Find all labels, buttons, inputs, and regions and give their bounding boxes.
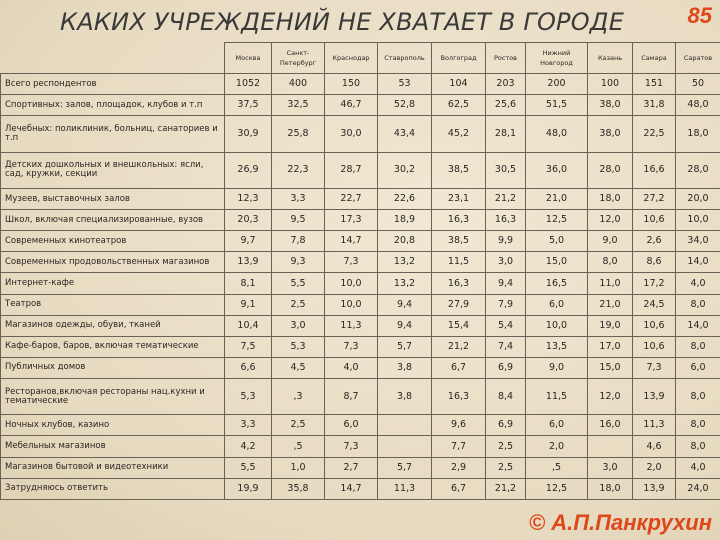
value-cell: 6,0	[526, 294, 588, 315]
value-cell: 27,9	[432, 294, 486, 315]
value-cell: 14,7	[325, 231, 378, 252]
value-cell: 400	[272, 74, 325, 95]
value-cell: 14,0	[676, 315, 720, 336]
value-cell: 2,6	[633, 231, 676, 252]
value-cell: 13,5	[526, 336, 588, 357]
value-cell: 8,4	[486, 378, 526, 414]
value-cell: 27,2	[633, 189, 676, 210]
value-cell: 21,2	[486, 478, 526, 499]
row-label: Ресторанов,включая рестораны нац.кухни и тематические	[1, 378, 225, 414]
value-cell: 20,3	[225, 210, 272, 231]
value-cell: 51,5	[526, 95, 588, 116]
value-cell: 7,9	[486, 294, 526, 315]
table-row	[1, 116, 720, 152]
value-cell: 19,0	[588, 315, 633, 336]
value-cell: 7,3	[325, 436, 378, 457]
value-cell: 28,1	[486, 116, 526, 152]
value-cell: 10,6	[633, 336, 676, 357]
value-cell: 16,3	[432, 378, 486, 414]
value-cell: 50	[676, 74, 720, 95]
value-cell: 10,0	[325, 273, 378, 294]
value-cell: 9,1	[225, 294, 272, 315]
value-cell: 9,3	[272, 252, 325, 273]
header-row	[1, 43, 720, 74]
value-cell: 36,0	[526, 152, 588, 188]
value-cell: 19,9	[225, 478, 272, 499]
value-cell: 3,0	[588, 457, 633, 478]
value-cell: 8,0	[588, 252, 633, 273]
row-label: Кафе-баров, баров, включая тематические	[1, 336, 225, 357]
value-cell: 2,5	[486, 457, 526, 478]
value-cell: 17,2	[633, 273, 676, 294]
row-label: Детских дошкольных и внешкольных: ясли, сад, кружки, секции	[1, 152, 225, 188]
row-label: Всего респондентов	[1, 74, 225, 95]
survey-table	[0, 42, 720, 500]
value-cell: 18,0	[676, 116, 720, 152]
table-row	[1, 315, 720, 336]
value-cell: 7,5	[225, 336, 272, 357]
value-cell: 203	[486, 74, 526, 95]
value-cell: 21,0	[526, 189, 588, 210]
value-cell: 48,0	[676, 95, 720, 116]
value-cell: 12,5	[526, 478, 588, 499]
value-cell: 9,4	[486, 273, 526, 294]
value-cell: 18,9	[378, 210, 432, 231]
value-cell: 46,7	[325, 95, 378, 116]
value-cell: 21,2	[432, 336, 486, 357]
value-cell: 37,5	[225, 95, 272, 116]
value-cell: 35,8	[272, 478, 325, 499]
copyright-notice: © А.П.Панкрухин	[528, 510, 712, 535]
value-cell: 12,5	[526, 210, 588, 231]
value-cell: 26,9	[225, 152, 272, 188]
value-cell: 17,3	[325, 210, 378, 231]
value-cell: 1052	[225, 74, 272, 95]
value-cell: 5,3	[272, 336, 325, 357]
value-cell: 30,5	[486, 152, 526, 188]
value-cell: 14,0	[676, 252, 720, 273]
value-cell: 17,0	[588, 336, 633, 357]
value-cell: 15,0	[526, 252, 588, 273]
value-cell: 3,8	[378, 378, 432, 414]
row-label: Театров	[1, 294, 225, 315]
value-cell: 8,0	[676, 436, 720, 457]
value-cell: 9,5	[272, 210, 325, 231]
value-cell: 24,5	[633, 294, 676, 315]
value-cell	[378, 415, 432, 436]
value-cell: 18,0	[588, 189, 633, 210]
value-cell: 16,3	[432, 273, 486, 294]
value-cell: 2,9	[432, 457, 486, 478]
value-cell: 5,5	[225, 457, 272, 478]
value-cell: 45,2	[432, 116, 486, 152]
city-header: Ростов	[486, 43, 526, 74]
row-label: Магазинов одежды, обуви, тканей	[1, 315, 225, 336]
value-cell: 22,7	[325, 189, 378, 210]
value-cell: 12,0	[588, 210, 633, 231]
row-label: Магазинов бытовой и видеотехники	[1, 457, 225, 478]
row-label: Спортивных: залов, площадок, клубов и т.п	[1, 95, 225, 116]
table-row	[1, 294, 720, 315]
value-cell: 16,3	[486, 210, 526, 231]
row-label: Музеев, выставочных залов	[1, 189, 225, 210]
value-cell: 2,0	[633, 457, 676, 478]
value-cell: 11,3	[325, 315, 378, 336]
value-cell: 38,5	[432, 152, 486, 188]
value-cell: 8,7	[325, 378, 378, 414]
value-cell: 22,5	[633, 116, 676, 152]
value-cell: 43,4	[378, 116, 432, 152]
table-row	[1, 436, 720, 457]
row-label: Современных продовольственных магазинов	[1, 252, 225, 273]
value-cell: ,3	[272, 378, 325, 414]
value-cell: 6,9	[486, 357, 526, 378]
value-cell: 21,2	[486, 189, 526, 210]
value-cell: 2,5	[272, 294, 325, 315]
value-cell: 5,3	[225, 378, 272, 414]
city-header: Ставрополь	[378, 43, 432, 74]
table-row	[1, 357, 720, 378]
row-label: Лечебных: поликлиник, больниц, санаториев и т.п	[1, 116, 225, 152]
value-cell: 5,5	[272, 273, 325, 294]
value-cell: 6,0	[325, 415, 378, 436]
value-cell: 13,9	[633, 478, 676, 499]
value-cell: 16,5	[526, 273, 588, 294]
value-cell: 28,0	[676, 152, 720, 188]
value-cell: 3,0	[272, 315, 325, 336]
value-cell: 38,0	[588, 95, 633, 116]
value-cell: 9,7	[225, 231, 272, 252]
value-cell: 4,6	[633, 436, 676, 457]
value-cell: 11,5	[432, 252, 486, 273]
value-cell: 24,0	[676, 478, 720, 499]
value-cell: 8,0	[676, 294, 720, 315]
table-row	[1, 231, 720, 252]
value-cell: 10,6	[633, 315, 676, 336]
value-cell: 3,3	[225, 415, 272, 436]
value-cell: 25,6	[486, 95, 526, 116]
value-cell: 8,6	[633, 252, 676, 273]
row-label: Школ, включая специализированные, вузов	[1, 210, 225, 231]
city-header: Санкт-Петербург	[272, 43, 325, 74]
value-cell: 9,4	[378, 294, 432, 315]
table-row	[1, 95, 720, 116]
value-cell: 16,6	[633, 152, 676, 188]
value-cell: 52,8	[378, 95, 432, 116]
table-row	[1, 189, 720, 210]
value-cell: 20,8	[378, 231, 432, 252]
row-label: Интернет-кафе	[1, 273, 225, 294]
value-cell: 4,2	[225, 436, 272, 457]
value-cell: 48,0	[526, 116, 588, 152]
value-cell: 151	[633, 74, 676, 95]
value-cell: 150	[325, 74, 378, 95]
value-cell: 1,0	[272, 457, 325, 478]
value-cell: 9,4	[378, 315, 432, 336]
value-cell: 13,2	[378, 252, 432, 273]
value-cell: 13,2	[378, 273, 432, 294]
value-cell: 3,0	[486, 252, 526, 273]
value-cell: 8,0	[676, 415, 720, 436]
table-row	[1, 152, 720, 188]
value-cell: 6,0	[676, 357, 720, 378]
value-cell: 2,7	[325, 457, 378, 478]
value-cell: 104	[432, 74, 486, 95]
city-header: Нижний Новгород	[526, 43, 588, 74]
value-cell: 30,9	[225, 116, 272, 152]
table-row	[1, 378, 720, 414]
value-cell: 38,5	[432, 231, 486, 252]
value-cell: 6,7	[432, 357, 486, 378]
value-cell: 31,8	[633, 95, 676, 116]
value-cell: 8,0	[676, 336, 720, 357]
table-row	[1, 415, 720, 436]
value-cell	[588, 436, 633, 457]
value-cell: 5,4	[486, 315, 526, 336]
table-row	[1, 210, 720, 231]
value-cell: 20,0	[676, 189, 720, 210]
table-row	[1, 478, 720, 499]
value-cell: ,5	[272, 436, 325, 457]
value-cell: 100	[588, 74, 633, 95]
value-cell: 2,0	[526, 436, 588, 457]
value-cell: 10,4	[225, 315, 272, 336]
city-header: Самара	[633, 43, 676, 74]
value-cell: 4,0	[676, 457, 720, 478]
value-cell: 15,0	[588, 357, 633, 378]
value-cell: 30,2	[378, 152, 432, 188]
value-cell: 4,5	[272, 357, 325, 378]
value-cell: 10,0	[325, 294, 378, 315]
value-cell: 8,1	[225, 273, 272, 294]
value-cell: 3,3	[272, 189, 325, 210]
header-corner-cell	[1, 43, 225, 74]
value-cell: 10,0	[526, 315, 588, 336]
row-label: Современных кинотеатров	[1, 231, 225, 252]
value-cell: 21,0	[588, 294, 633, 315]
value-cell: 9,9	[486, 231, 526, 252]
value-cell: 11,0	[588, 273, 633, 294]
value-cell: 4,0	[325, 357, 378, 378]
row-label: Ночных клубов, казино	[1, 415, 225, 436]
city-header: Волгоград	[432, 43, 486, 74]
table-row	[1, 336, 720, 357]
value-cell: 22,6	[378, 189, 432, 210]
value-cell: 34,0	[676, 231, 720, 252]
city-header: Москва	[225, 43, 272, 74]
row-label: Публичных домов	[1, 357, 225, 378]
value-cell: 13,9	[633, 378, 676, 414]
value-cell: 11,3	[378, 478, 432, 499]
value-cell: 14,7	[325, 478, 378, 499]
value-cell: 4,0	[676, 273, 720, 294]
value-cell: 15,4	[432, 315, 486, 336]
value-cell: 16,3	[432, 210, 486, 231]
value-cell: 32,5	[272, 95, 325, 116]
page-title: КАКИХ УЧРЕЖДЕНИЙ НЕ ХВАТАЕТ В ГОРОДЕ	[60, 8, 625, 36]
value-cell: 7,3	[633, 357, 676, 378]
value-cell: 7,4	[486, 336, 526, 357]
value-cell: 30,0	[325, 116, 378, 152]
value-cell: 11,5	[526, 378, 588, 414]
value-cell: 6,6	[225, 357, 272, 378]
row-label: Затрудняюсь ответить	[1, 478, 225, 499]
value-cell: 5,0	[526, 231, 588, 252]
value-cell: 5,7	[378, 457, 432, 478]
value-cell: 2,5	[272, 415, 325, 436]
value-cell: 16,0	[588, 415, 633, 436]
value-cell: 11,3	[633, 415, 676, 436]
value-cell: 62,5	[432, 95, 486, 116]
value-cell: 38,0	[588, 116, 633, 152]
value-cell: 9,0	[526, 357, 588, 378]
value-cell	[378, 436, 432, 457]
city-header: Казань	[588, 43, 633, 74]
value-cell: 2,5	[486, 436, 526, 457]
value-cell: 25,8	[272, 116, 325, 152]
value-cell: 8,0	[676, 378, 720, 414]
table-row	[1, 252, 720, 273]
value-cell: 6,7	[432, 478, 486, 499]
value-cell: 6,0	[526, 415, 588, 436]
value-cell: 12,3	[225, 189, 272, 210]
table-row	[1, 74, 720, 95]
value-cell: 7,3	[325, 336, 378, 357]
city-header: Краснодар	[325, 43, 378, 74]
value-cell: 28,7	[325, 152, 378, 188]
value-cell: ,5	[526, 457, 588, 478]
value-cell: 22,3	[272, 152, 325, 188]
value-cell: 5,7	[378, 336, 432, 357]
value-cell: 3,8	[378, 357, 432, 378]
value-cell: 9,6	[432, 415, 486, 436]
value-cell: 7,3	[325, 252, 378, 273]
value-cell: 200	[526, 74, 588, 95]
value-cell: 7,8	[272, 231, 325, 252]
value-cell: 23,1	[432, 189, 486, 210]
table-row	[1, 457, 720, 478]
value-cell: 10,6	[633, 210, 676, 231]
value-cell: 7,7	[432, 436, 486, 457]
value-cell: 9,0	[588, 231, 633, 252]
value-cell: 12,0	[588, 378, 633, 414]
survey-table-container	[0, 42, 720, 500]
value-cell: 28,0	[588, 152, 633, 188]
row-label: Мебельных магазинов	[1, 436, 225, 457]
page-number: 85	[687, 3, 712, 28]
value-cell: 10,0	[676, 210, 720, 231]
value-cell: 18,0	[588, 478, 633, 499]
table-row	[1, 273, 720, 294]
city-header: Саратов	[676, 43, 720, 74]
value-cell: 13,9	[225, 252, 272, 273]
value-cell: 6,9	[486, 415, 526, 436]
value-cell: 53	[378, 74, 432, 95]
